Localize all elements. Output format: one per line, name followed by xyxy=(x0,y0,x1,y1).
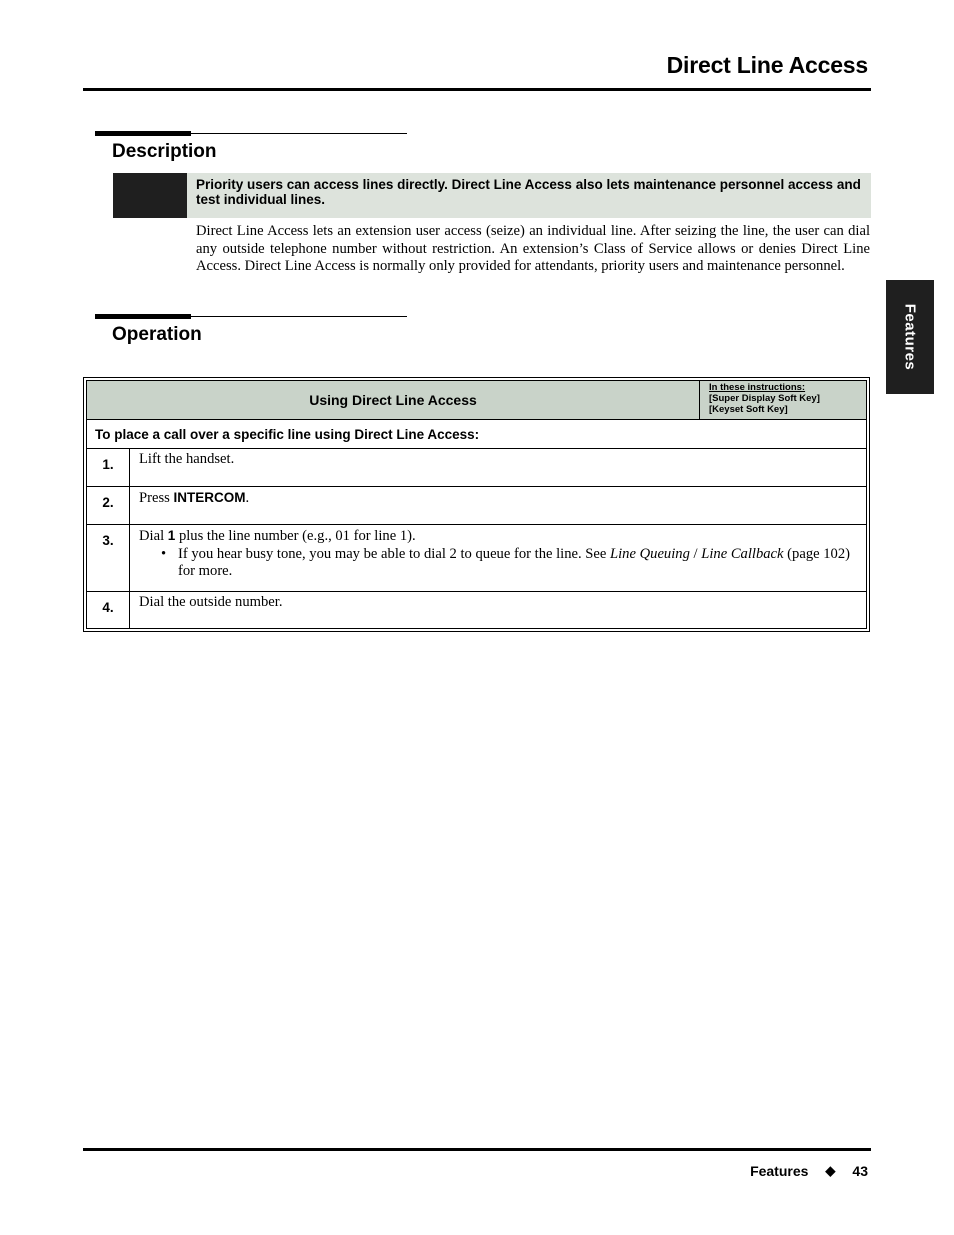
instructions-note xyxy=(700,381,867,420)
footer-rule xyxy=(83,1148,871,1151)
page-title: Direct Line Access xyxy=(666,52,868,78)
step-text-post: plus the line number (e.g., 01 for line 1). xyxy=(175,528,416,544)
procedure-table-title: Using Direct Line Access xyxy=(87,381,700,420)
step-bullet xyxy=(139,546,860,581)
summary-marker xyxy=(113,173,187,218)
operation-rule-thin xyxy=(95,316,407,317)
bullet-text-post: (page 102) for more. xyxy=(178,545,850,580)
bullet-text-pre: If you hear busy tone, you may be able to dial 2 to queue for the line. See xyxy=(178,545,611,562)
bullet-symbol: • xyxy=(161,545,167,562)
title-rule xyxy=(83,88,871,91)
step-row xyxy=(87,487,867,525)
operation-heading: Operation xyxy=(112,324,202,345)
dial-key: 1 xyxy=(167,528,176,543)
description-heading: Description xyxy=(112,141,217,162)
procedure-table xyxy=(83,377,870,632)
intercom-key: INTERCOM xyxy=(173,490,246,505)
side-tab xyxy=(886,280,934,394)
step-text: Lift the handset. xyxy=(130,449,867,487)
instructions-note-keyset: [Keyset Soft Key] xyxy=(709,404,788,415)
step-text xyxy=(130,525,867,592)
step-row xyxy=(87,449,867,487)
step-number: 4. xyxy=(87,592,130,629)
step-text-pre: Press xyxy=(139,490,174,506)
diamond-icon: ◆ xyxy=(825,1163,836,1178)
step-text xyxy=(130,487,867,525)
footer-section: Features xyxy=(750,1163,809,1179)
step-text: Dial the outside number. xyxy=(130,592,867,629)
step-text-pre: Dial xyxy=(139,528,168,544)
description-rule-thin xyxy=(95,133,407,134)
summary-text: Priority users can access lines directly. Direct Line Access also lets maintenance personnel access and test individual lines. xyxy=(187,173,871,218)
line-queuing-reference: Line Queuing xyxy=(610,545,690,562)
step-number: 1. xyxy=(87,449,130,487)
step-text-post: . xyxy=(245,490,250,506)
step-number: 2. xyxy=(87,487,130,525)
instructions-note-super-display: [Super Display Soft Key] xyxy=(709,393,820,404)
step-row xyxy=(87,592,867,629)
instructions-note-heading: In these instructions: xyxy=(709,382,806,393)
bullet-text xyxy=(178,546,860,581)
step-number: 3. xyxy=(87,525,130,592)
task-title: To place a call over a specific line using Direct Line Access: xyxy=(87,420,867,449)
step-row xyxy=(87,525,867,592)
side-tab-label: Features xyxy=(901,303,919,371)
page-number: 43 xyxy=(852,1163,868,1179)
reference-separator: / xyxy=(689,545,702,562)
description-body: Direct Line Access lets an extension user access (seize) an individual line. After seizing the line, the user can dial any outside telephone number without restriction. An extension’s Class of Service allows or denies Direct Line Access. Direct Line Access is normally only provided for attendants, priority users and maintenance personnel. xyxy=(196,223,870,275)
line-callback-reference: Line Callback xyxy=(701,545,784,562)
page-footer xyxy=(750,1163,868,1179)
